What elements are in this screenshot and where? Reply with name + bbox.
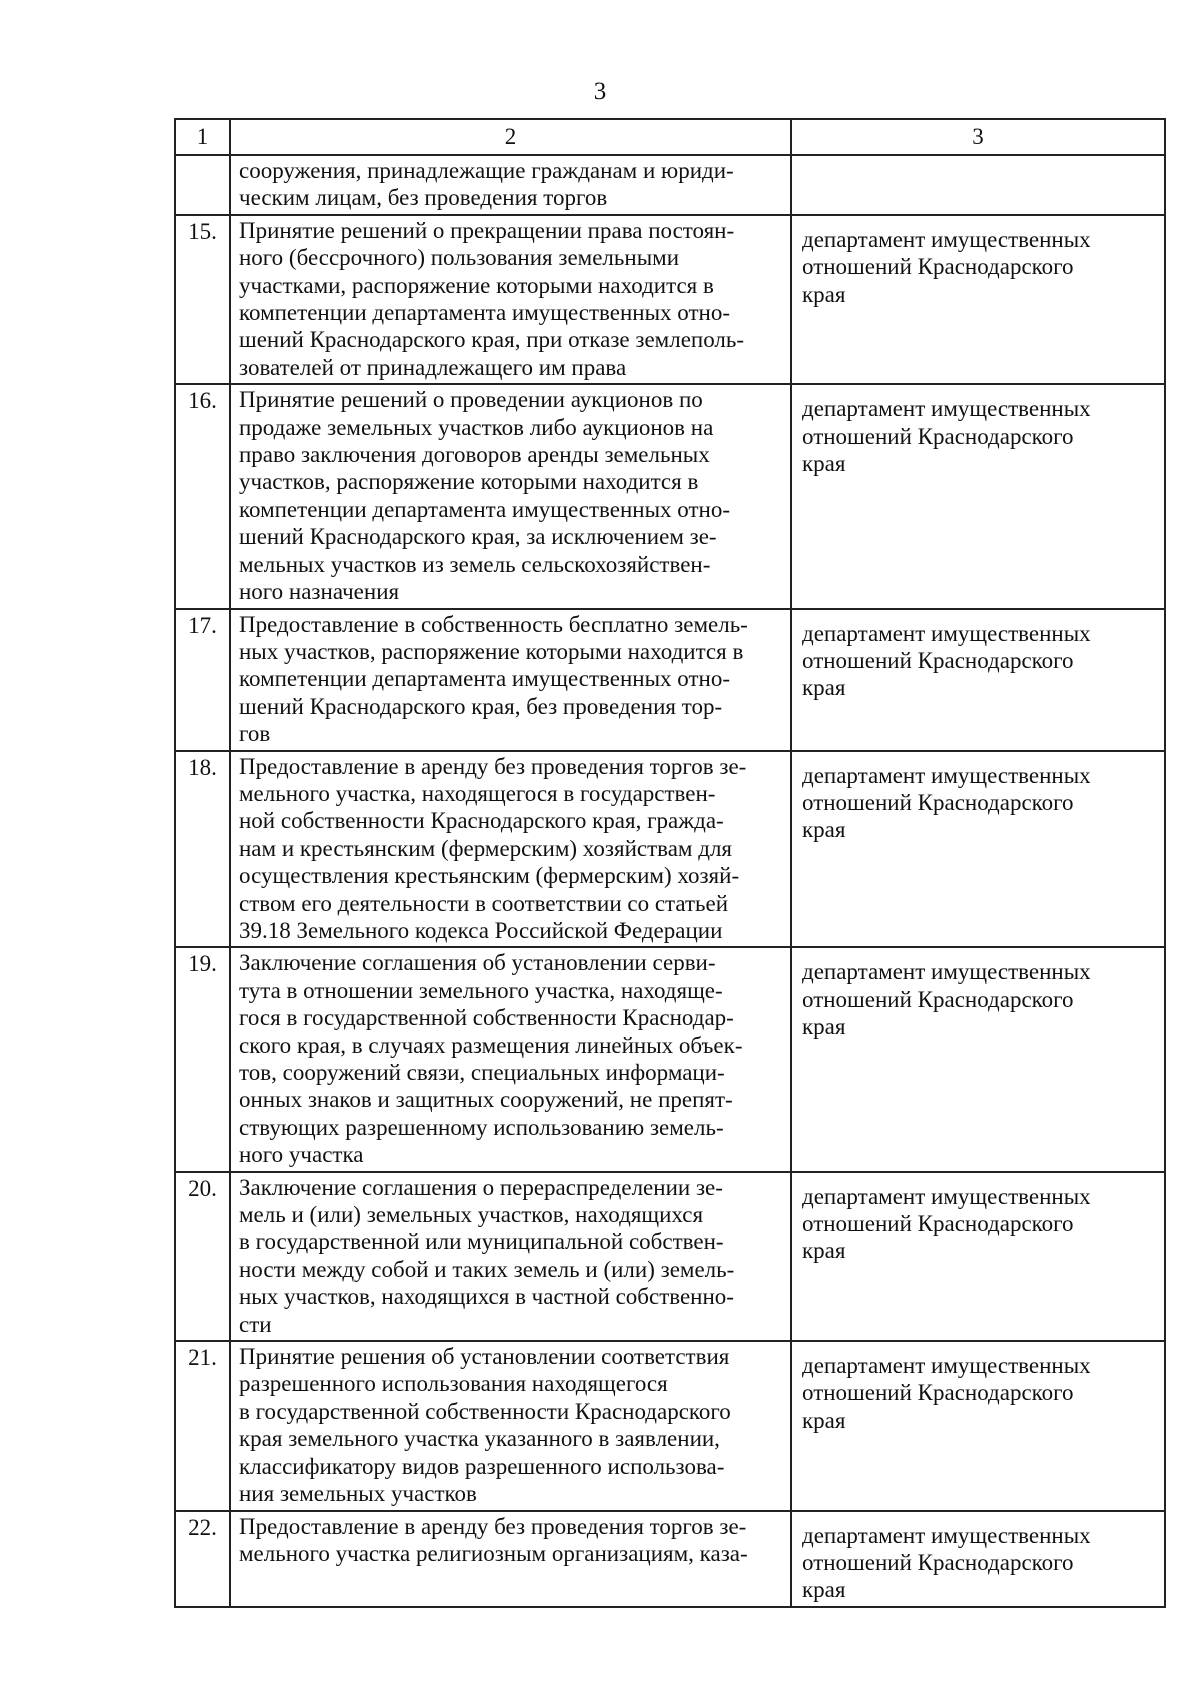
row-number: 20. xyxy=(175,1172,230,1341)
table-row xyxy=(175,609,1165,751)
row-description: Принятие решений о прекращении права постоян- ного (бессрочного) пользования земельными участками, распоряжение которыми находится в компетенции департамента имущественных отно- шений Краснодарского края, при отказе землеполь- зователей от принадлежащего им права xyxy=(230,215,791,384)
table-row xyxy=(175,751,1165,948)
row-number: 22. xyxy=(175,1511,230,1607)
services-table xyxy=(174,118,1166,1608)
table-header-row xyxy=(175,119,1165,155)
row-responsible: департамент имущественных отношений Краснодарского края xyxy=(791,947,1165,1171)
row-description: Принятие решений о проведении аукционов по продаже земельных участков либо аукционов на право заключения договоров аренды земельных участков, распоряжение которыми находится в компетенции департамента имущественных отно- шений Краснодарского края, за исключением зе- мельных участков из земель сельскохозяйствен- ного назначения xyxy=(230,384,791,608)
row-number: 21. xyxy=(175,1341,230,1510)
row-description: Заключение соглашения об установлении серви- тута в отношении земельного участка, находяще- гося в государственной собственности Краснодар- ского края, в случаях размещения линейных объек- тов, сооружений связи, специальных информаци- онных знаков и защитных сооружений, не препят- ствующих разрешенному использованию земель- ного участка xyxy=(230,947,791,1171)
row-responsible: департамент имущественных отношений Краснодарского края xyxy=(791,751,1165,948)
row-number: 16. xyxy=(175,384,230,608)
table-row xyxy=(175,155,1165,215)
row-responsible: департамент имущественных отношений Краснодарского края xyxy=(791,1511,1165,1607)
table-row xyxy=(175,384,1165,608)
row-responsible xyxy=(791,155,1165,215)
table-row xyxy=(175,215,1165,384)
table-row xyxy=(175,1511,1165,1607)
header-cell-3: 3 xyxy=(791,119,1165,155)
row-responsible: департамент имущественных отношений Краснодарского края xyxy=(791,215,1165,384)
row-number: 15. xyxy=(175,215,230,384)
row-number: 17. xyxy=(175,609,230,751)
row-number: 18. xyxy=(175,751,230,948)
row-responsible: департамент имущественных отношений Краснодарского края xyxy=(791,609,1165,751)
row-description: Предоставление в аренду без проведения торгов зе- мельного участка, находящегося в государствен- ной собственности Краснодарского края, гражда- нам и крестьянским (фермерским) хозяйствам для осуществления крестьянским (фермерским) хозяй- ством его деятельности в соответствии со статьей 39.18 Земельного кодекса Российской Федерации xyxy=(230,751,791,948)
row-description: Предоставление в собственность бесплатно земель- ных участков, распоряжение которыми находится в компетенции департамента имущественных отно- шений Краснодарского края, без проведения тор- гов xyxy=(230,609,791,751)
table-row xyxy=(175,1341,1165,1510)
row-number: 19. xyxy=(175,947,230,1171)
row-description: Предоставление в аренду без проведения торгов зе- мельного участка религиозным организациям, каза- xyxy=(230,1511,791,1607)
row-description: сооружения, принадлежащие гражданам и юриди- ческим лицам, без проведения торгов xyxy=(230,155,791,215)
row-responsible: департамент имущественных отношений Краснодарского края xyxy=(791,1172,1165,1341)
header-cell-2: 2 xyxy=(230,119,791,155)
row-description: Заключение соглашения о перераспределении зе- мель и (или) земельных участков, находящихся в государственной или муниципальной собствен- ности между собой и таких земель и (или) земель- ных участков, находящихся в частной собственно- сти xyxy=(230,1172,791,1341)
row-responsible: департамент имущественных отношений Краснодарского края xyxy=(791,384,1165,608)
row-description: Принятие решения об установлении соответствия разрешенного использования находящегося в государственной собственности Краснодарского края земельного участка указанного в заявлении, классификатору видов разрешенного использова- ния земельных участков xyxy=(230,1341,791,1510)
page-number: 3 xyxy=(593,78,607,105)
row-number xyxy=(175,155,230,215)
table-row xyxy=(175,1172,1165,1341)
header-cell-1: 1 xyxy=(175,119,230,155)
table-row xyxy=(175,947,1165,1171)
row-responsible: департамент имущественных отношений Краснодарского края xyxy=(791,1341,1165,1510)
